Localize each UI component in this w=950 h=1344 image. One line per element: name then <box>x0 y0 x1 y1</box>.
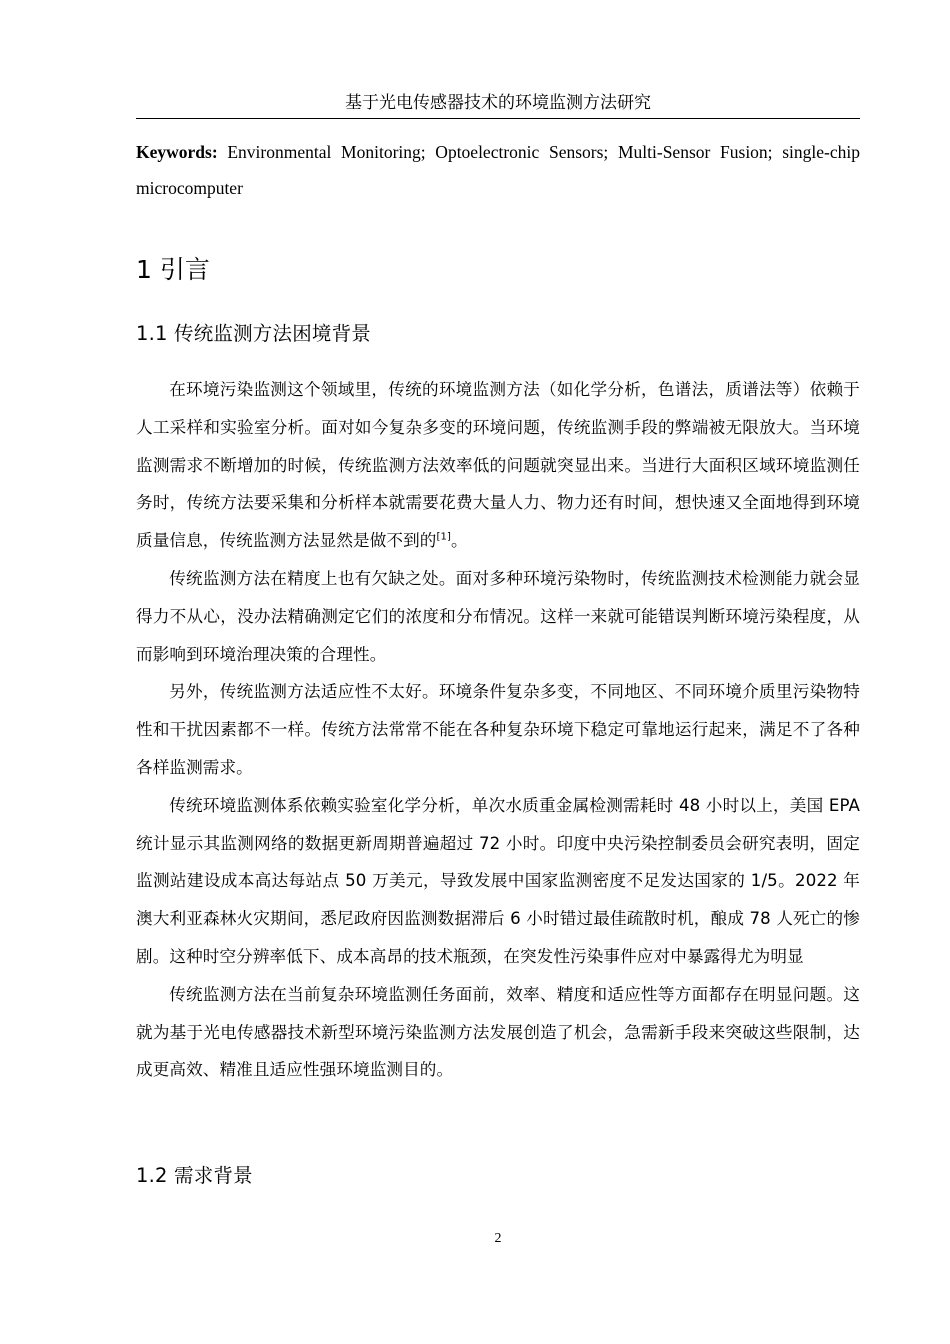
paragraph-3: 另外，传统监测方法适应性不太好。环境条件复杂多变，不同地区、不同环境介质里污染物特性和干扰因素都不一样。传统方法常常不能在各种复杂环境下稳定可靠地运行起来，满足不了各种各样监测需求。 <box>136 682 860 777</box>
page-number: 2 <box>494 1231 502 1246</box>
section-1-2-heading: 1.2 需求背景 <box>136 1164 253 1187</box>
running-header: 基于光电传感器技术的环境监测方法研究 <box>136 92 860 119</box>
paragraph-5: 传统监测方法在当前复杂环境监测任务面前，效率、精度和适应性等方面都存在明显问题。这就为基于光电传感器技术新型环境污染监测方法发展创造了机会，急需新手段来突破这些限制，达成更高效、精准且适应性强环境监测目的。 <box>136 984 860 1080</box>
keywords-text: Environmental Monitoring; Optoelectronic Sensors; Multi-Sensor Fusion; single-chip microcomputer <box>136 142 860 198</box>
section-1-1-heading: 1.1 传统监测方法困境背景 <box>136 322 372 345</box>
paragraph-2: 传统监测方法在精度上也有欠缺之处。面对多种环境污染物时，传统监测技术检测能力就会显得力不从心，没办法精确测定它们的浓度和分布情况。这样一来就可能错误判断环境污染程度，从而影响到环境治理决策的合理性。 <box>136 568 860 664</box>
section-1-heading: 1 引言 <box>136 255 210 284</box>
keywords-line <box>136 134 860 206</box>
citation-1: [1] <box>436 531 451 543</box>
paragraph-1-end: 。 <box>450 531 468 551</box>
paragraph-1 <box>136 371 860 560</box>
paragraph-1-text: 在环境污染监测这个领域里，传统的环境监测方法（如化学分析，色谱法，质谱法等）依赖于人工采样和实验室分析。面对如今复杂多变的环境问题，传统监测手段的弊端被无限放大。当环境监测需求不断增加的时候，传统监测方法效率低的问题就突显出来。当进行大面积区域环境监测任务时，传统方法要采集和分析样本就需要花费大量人力、物力还有时间，想快速又全面地得到环境质量信息，传统监测方法显然是做不到的 <box>136 380 860 551</box>
section-1-1-body <box>136 371 860 1089</box>
keywords-label: Keywords: <box>136 142 218 162</box>
paragraph-4: 传统环境监测体系依赖实验室化学分析，单次水质重金属检测需耗时 48 小时以上，美国 EPA 统计显示其监测网络的数据更新周期普遍超过 72 小时。印度中央污染控制委员会研究表明，固定监测站建设成本高达每站点 50 万美元，导致发展中国家监测密度不足发达国家的 1/5。2022 年澳大利亚森林火灾期间，悉尼政府因监测数据滞后 6 小时错过最佳疏散时机，酿成 78 人死亡的惨剧。这种时空分辨率低下、成本高昂的技术瓶颈，在突发性污染事件应对中暴露得尤为明显 <box>136 795 860 966</box>
